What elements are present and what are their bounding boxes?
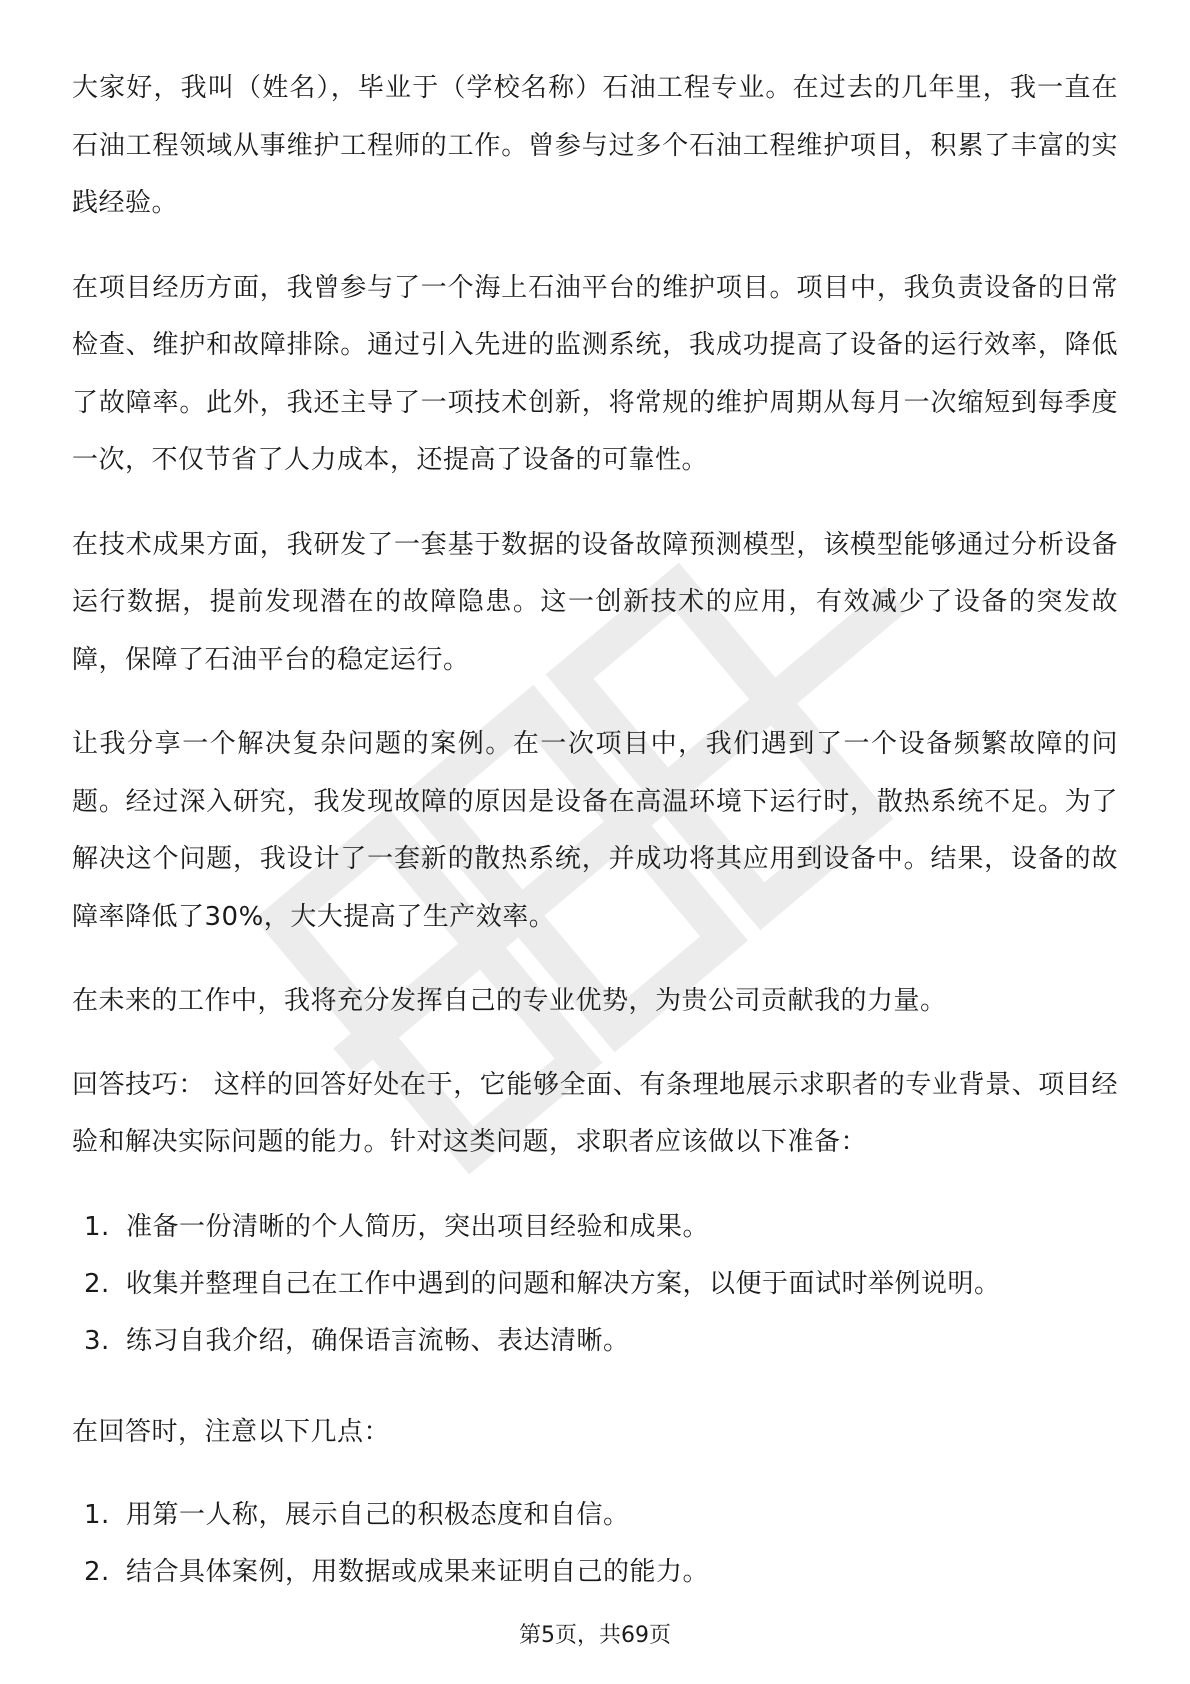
paragraph-technical-achievements: 在技术成果方面，我研发了一套基于数据的设备故障预测模型，该模型能够通过分析设备运行数据，提前发现潜在的故障隐患。这一创新技术的应用，有效减少了设备的突发故障，保障了石油平台的稳定运行。 xyxy=(72,529,1118,675)
list-item: 1. 准备一份清晰的个人简历，突出项目经验和成果。 xyxy=(84,1211,710,1242)
paragraph-future: 在未来的工作中，我将充分发挥自己的专业优势，为贵公司贡献我的力量。 xyxy=(72,986,947,1016)
prep-list xyxy=(72,1199,1118,1370)
list-item: 1. 用第一人称，展示自己的积极态度和自信。 xyxy=(84,1500,630,1530)
list-item: 3. 练习自我介绍，确保语言流畅、表达清晰。 xyxy=(84,1325,630,1356)
notes-heading: 在回答时，注意以下几点： xyxy=(72,1416,391,1447)
paragraph-project-experience: 在项目经历方面，我曾参与了一个海上石油平台的维护项目。项目中，我负责设备的日常检查、维护和故障排除。通过引入先进的监测系统，我成功提高了设备的运行效率，降低了故障率。此外，我还主导了一项技术创新，将常规的维护周期从每月一次缩短到每季度一次，不仅节省了人力成本，还提高了设备的可靠性。 xyxy=(72,272,1118,475)
document-body xyxy=(72,60,1118,1635)
notes-list xyxy=(72,1487,1118,1601)
list-item: 2. 收集并整理自己在工作中遇到的问题和解决方案，以便于面试时举例说明。 xyxy=(84,1268,1001,1299)
paragraph-answer-tips: 回答技巧： 这样的回答好处在于，它能够全面、有条理地展示求职者的专业背景、项目经验和解决实际问题的能力。针对这类问题，求职者应该做以下准备： xyxy=(72,1069,1118,1157)
page-number: 第5页，共69页 xyxy=(519,1623,671,1648)
paragraph-problem-case: 让我分享一个解决复杂问题的案例。在一次项目中，我们遇到了一个设备频繁故障的问题。经过深入研究，我发现故障的原因是设备在高温环境下运行时，散热系统不足。为了解决这个问题，我设计了一套新的散热系统，并成功将其应用到设备中。结果，设备的故障率降低了30%，大大提高了生产效率。 xyxy=(72,729,1118,932)
list-item: 2. 结合具体案例，用数据或成果来证明自己的能力。 xyxy=(84,1557,710,1587)
paragraph-intro: 大家好，我叫（姓名），毕业于（学校名称）石油工程专业。在过去的几年里，我一直在石油工程领域从事维护工程师的工作。曾参与过多个石油工程维护项目，积累了丰富的实践经验。 xyxy=(72,73,1118,218)
